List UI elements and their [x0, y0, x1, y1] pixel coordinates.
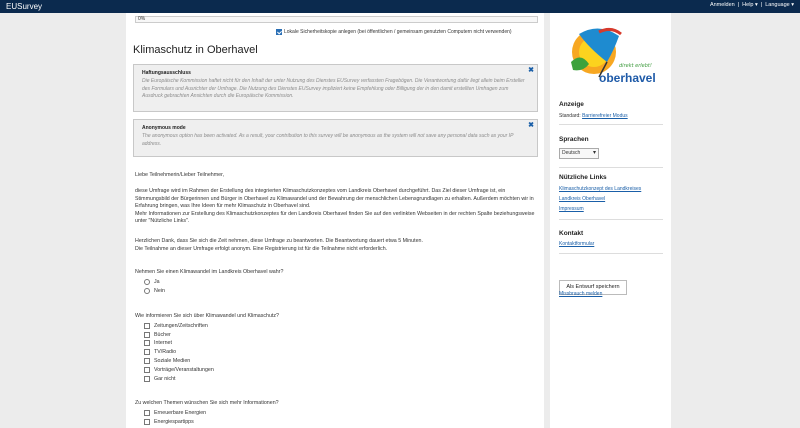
checkbox[interactable]	[144, 410, 150, 416]
anonymous-heading: Anonymous mode	[142, 125, 186, 131]
contact-heading: Kontakt	[559, 230, 584, 237]
checkbox[interactable]	[144, 340, 150, 346]
eusurvey-logo[interactable]: EUSurvey	[6, 2, 43, 11]
checkbox[interactable]	[144, 349, 150, 355]
intro-body: diese Umfrage wird im Rahmen der Erstellung des integrierten Klimaschutzkonzeptes vom Landkreis Oberhavel durchgeführt. Das Ziel dieser Umfrage ist, ein Stimmungsbild der Bürgerinnen und Bürger in Oberhavel zu Klimawandel und der Bewahrung der menschlichen Lebensgrundlagen zu erhalten. Außerdem möchten wir in Erfahrung bringen, was Ihre Ideen für mehr Klimaschutz in Oberhavel sind. Mehr Informationen zur Erstellung des Klimaschutzkonzeptes für den Landkreis Oberhavel finden Sie auf den verlinkten Webseiten in der rechten Spalte beziehungsweise unter "Nützliche Links".	[135, 188, 535, 224]
chevron-down-icon: ▾	[755, 2, 758, 8]
checkbox-option[interactable]	[144, 419, 194, 425]
option-label: Nein	[154, 288, 165, 294]
language-menu[interactable]	[765, 2, 794, 8]
option-label: Internet	[154, 340, 172, 346]
useful-links-heading: Nützliche Links	[559, 174, 607, 181]
checkbox[interactable]	[144, 358, 150, 364]
survey-main	[126, 13, 544, 428]
help-menu[interactable]	[742, 2, 758, 8]
question-topics: Zu welchen Themen wünschen Sie sich mehr Informationen?	[135, 400, 279, 406]
checkbox-option[interactable]	[144, 376, 176, 382]
display-heading: Anzeige	[559, 101, 584, 108]
question-perception: Nehmen Sie einen Klimawandel im Landkreis Oberhavel wahr?	[135, 269, 284, 275]
option-label: Bücher	[154, 332, 171, 338]
disclaimer-box	[133, 64, 538, 112]
question-information: Wie informieren Sie sich über Klimawandel und Klimaschutz?	[135, 313, 279, 319]
help-label: Help	[742, 2, 754, 8]
checkbox[interactable]	[144, 419, 150, 425]
language-label: Language	[765, 2, 790, 8]
checkbox[interactable]	[144, 376, 150, 382]
oberhavel-logo	[559, 22, 663, 92]
nav-separator: |	[737, 2, 740, 8]
radio-option-nein[interactable]	[144, 288, 165, 294]
backup-checkbox[interactable]	[276, 29, 282, 35]
checkbox-option[interactable]	[144, 323, 208, 329]
umbrella-sun-logo-icon	[559, 22, 663, 92]
intro-greeting: Liebe Teilnehmerin/Lieber Teilnehmer,	[135, 172, 225, 178]
sidebar	[550, 13, 671, 428]
chevron-down-icon: ▾	[791, 2, 794, 8]
option-label: Energiespartipps	[154, 419, 194, 425]
checkbox-option[interactable]	[144, 340, 172, 346]
checkbox[interactable]	[144, 367, 150, 373]
divider	[559, 219, 663, 220]
option-label: Erneuerbare Energien	[154, 410, 207, 416]
save-draft-button[interactable]: Als Entwurf speichern	[559, 280, 627, 295]
divider	[559, 253, 663, 254]
nav-separator: |	[760, 2, 763, 8]
checkbox-option[interactable]	[144, 332, 171, 338]
contact-form-link[interactable]: Kontaktformular	[559, 241, 595, 247]
option-label: Ja	[154, 279, 160, 285]
option-label: Gar nicht	[154, 376, 176, 382]
link-impressum[interactable]: Impressum	[559, 206, 584, 212]
anonymous-box	[133, 119, 538, 157]
logo-text: oberhavel	[599, 71, 656, 85]
disclaimer-text: Die Europäische Kommission haftet nicht für den Inhalt der unter Nutzung des Dienstes EUSurvey verfassten Fragebögen. Die Verantwortung dafür liegt allein beim Ersteller des Formulars und Ausrichter der Umfrage. Die Nutzung des Dienstes EUSurvey impliziert keine Empfehlung oder Billigung der in den damit erstellten Umfragen zum Ausdruck gebrachten Ansichten durch die Europäische Kommission.	[142, 78, 525, 99]
logo-slogan: direkt erlebt!	[619, 63, 652, 69]
divider	[559, 167, 663, 168]
login-link[interactable]: Anmelden	[709, 2, 735, 8]
close-icon[interactable]: ✖	[528, 122, 534, 129]
progress-bar: 0%	[135, 16, 538, 23]
page-title: Klimaschutz in Oberhavel	[133, 44, 258, 56]
anonymous-text: The anonymous option has been activated. As a result, your contribution to this survey will be anonymous as the system will not save any personal data such as your IP address.	[142, 133, 514, 147]
divider	[559, 124, 663, 125]
radio-option-ja[interactable]	[144, 279, 160, 285]
checkbox[interactable]	[144, 323, 150, 329]
languages-heading: Sprachen	[559, 136, 589, 143]
option-label: Zeitungen/Zeitschriften	[154, 323, 208, 329]
top-nav	[710, 2, 794, 8]
display-standard-label: Standard	[559, 113, 580, 119]
intro-thanks: Herzlichen Dank, dass Sie sich die Zeit nehmen, diese Umfrage zu beantworten. Die Beantwortung dauert etwa 5 Minuten. Die Teilnahme an dieser Umfrage erfolgt anonym. Eine Registrierung ist für die Teilnahme nicht erforderlich.	[135, 238, 423, 252]
close-icon[interactable]: ✖	[528, 67, 534, 74]
backup-label: Lokale Sicherheitskopie anlegen (bei öffentlichen / gemeinsam genutzten Computern nicht verwenden)	[284, 29, 512, 35]
report-abuse-link[interactable]: Missbrauch melden	[559, 291, 603, 297]
disclaimer-heading: Haftungsausschluss	[142, 70, 191, 76]
display-standard: Standard: Barrierefreier Modus	[559, 113, 628, 119]
local-backup-option[interactable]	[276, 29, 512, 35]
checkbox[interactable]	[144, 332, 150, 338]
option-label: TV/Radio	[154, 349, 177, 355]
option-label: Soziale Medien	[154, 358, 191, 364]
link-climate-concept[interactable]: Klimaschutzkonzept des Landkreises	[559, 186, 642, 192]
checkbox-option[interactable]	[144, 367, 214, 373]
radio-button[interactable]	[144, 288, 150, 294]
option-label: Vorträge/Veranstaltungen	[154, 367, 214, 373]
top-bar	[0, 0, 800, 13]
checkbox-option[interactable]	[144, 358, 190, 364]
radio-button[interactable]	[144, 279, 150, 285]
checkbox-option[interactable]	[144, 349, 176, 355]
link-landkreis[interactable]: Landkreis Oberhavel	[559, 196, 606, 202]
language-select[interactable]: Deutsch ▾	[559, 148, 599, 159]
checkbox-option[interactable]	[144, 410, 206, 416]
accessible-mode-link[interactable]: Barrierefreier Modus	[582, 113, 628, 119]
